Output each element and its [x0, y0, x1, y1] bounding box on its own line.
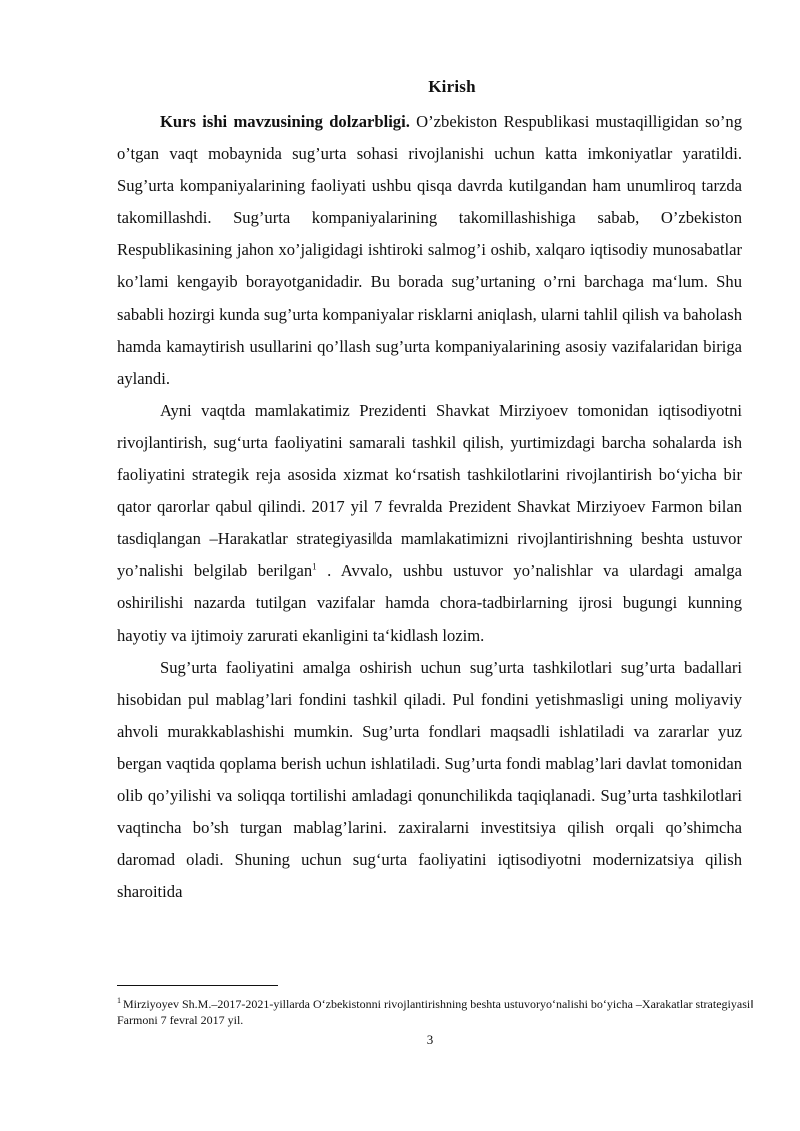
paragraph-lead: Kurs ishi mavzusining dolzarbligi.	[160, 112, 410, 131]
footnote-reference: 1	[312, 561, 317, 572]
section-title: Kirish	[428, 77, 476, 96]
page-number: 3	[426, 1032, 434, 1047]
footnote-divider	[117, 985, 278, 986]
paragraph-1	[117, 106, 742, 395]
paragraph-1-text: O’zbekiston Respublikasi mustaqilligidan so’ng o’tgan vaqt mobaynida sug’urta sohasi rivojlanishi uchun katta imkoniyatlar yaratildi. Sug’urta kompaniyalarining faoliyati ushbu qisqa davrda kutilgandan ham unumliroq tarzda takomillashdi. Sug’urta kompaniyalarining takomillashishiga sabab, O’zbekiston Respublikasining jahon xo’jaligidagi ishtiroki salmog’i oshib, xalqaro iqtisodiy munosabatlar ko’lami kengayib borayotganidadir. Bu borada sug’urtaning o’rni barchaga ma‘lum. Shu sababli hozirgi kunda sug’urta kompaniyalar risklarni aniqlash, ularni tahlil qilish va baholash hamda kamaytirish usullarini qo’llash sug’urta kompaniyalarining asosiy vazifalaridan biriga aylandi.	[117, 112, 743, 388]
paragraph-2-text-a: Ayni vaqtda mamlakatimiz Prezidenti Shavkat Mirziyoev tomonidan iqtisodiyotni rivojlantirish, sug‘urta faoliyatini samarali tashkil qilish, yurtimizdagi barcha sohalarda ish faoliyatini strategik reja asosida xizmat ko‘rsatish tashkilotlarini rivojlantirish bo‘yicha bir qator qarorlar qabul qilindi. 2017 yil 7 fevralda Prezident Shavkat Mirziyoev Farmon bilan tasdiqlangan –Harakatlar strategiyasi‖da mamlakatimizni rivojlantirishning beshta ustuvor yo’nalishi belgilab berilgan	[117, 400, 742, 581]
paragraph-3: Sug’urta faoliyatini amalga oshirish uchun sug’urta tashkilotlari sug’urta badallari hisobidan pul mablag’lari fondini tashkil qiladi. Pul fondini yetishmasligi uning moliyaviy ahvoli murakkablashishi mumkin. Sug’urta fondlari maqsadli ishlatiladi va zararlar yuz bergan vaqtida qoplama berish uchun ishlatiladi. Sug’urta fondi mablag’lari davlat tomonidan olib qo’yilishi va soliqqa tortilishi amladagi qonunchilikda taqiqlanadi. Sug’urta tashkilotlari vaqtincha bo’sh turgan mablag’larini. zaxiralarni investitsiya qilish orqali qo’shimcha daromad oladi. Shuning uchun sug‘urta faoliyatini iqtisodiyotni modernizatsiya qilish sharoitida	[117, 657, 742, 902]
footnote-text: Mirziyoyev Sh.M.–2017-2021-yillarda O‘zbekistonni rivojlantirishning beshta ustuvoryo‘nalishi bo‘yicha –Xarakatlar strategiyasi‖ Farmoni 7 fevral 2017 yil.	[117, 997, 754, 1027]
paragraph-2	[117, 395, 742, 652]
paragraph-2-text-b: . Avvalo, ushbu ustuvor yo’nalishlar va ulardagi amalga oshirilishi nazarda tutilgan vazifalar hamda chora-tadbirlarning ijrosi bugungi kunning hayotiy va ijtimoiy zarurati ekanligini ta‘kidlash lozim.	[117, 561, 742, 645]
footnote	[117, 996, 757, 1028]
body-text	[117, 106, 742, 908]
footnote-number: 1	[117, 996, 121, 1005]
